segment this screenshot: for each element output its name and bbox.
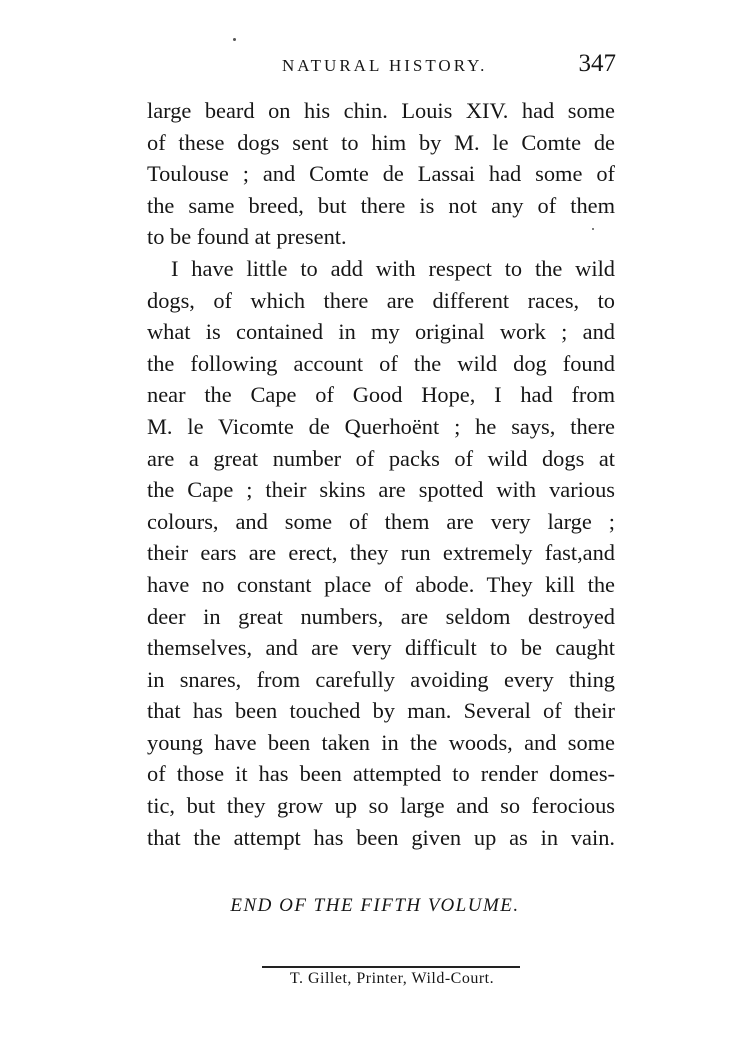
running-title: NATURAL HISTORY. [282,56,488,75]
imprint-rule [262,966,520,968]
paper-speck [233,38,236,41]
text-line: themselves, and are very difficult to be caught [147,635,615,661]
text-line: their ears are erect, they run extremely fast,and [147,540,615,566]
text-line: what is contained in my original work ; and [147,319,615,345]
text-line: M. le Vicomte de Querhoënt ; he says, there [147,413,615,439]
text-line: near the Cape of Good Hope, I had from [147,382,615,408]
text-line: the Cape ; their skins are spotted with various [147,477,615,503]
paragraph-start-line: I have little to add with respect to the wild [171,255,615,281]
text-line: colours, and some of them are very large ; [147,508,615,534]
text-line: dogs, of which there are different races, to [147,287,615,313]
text-line: the same breed, but there is not any of them [147,192,615,218]
text-line: in snares, from carefully avoiding every thing [147,666,615,692]
text-line: are a great number of packs of wild dogs at [147,445,615,471]
text-line: that the attempt has been given up as in vain. [147,824,615,850]
body-text [147,95,615,853]
page-number: 347 [578,50,616,77]
text-line: young have been taken in the woods, and some [147,729,615,755]
text-line: that has been touched by man. Several of their [147,698,615,724]
text-line: the following account of the wild dog found [147,350,615,376]
text-line: Toulouse ; and Comte de Lassai had some of [147,161,615,187]
end-of-volume-note: END OF THE FIFTH VOLUME. [230,895,520,916]
text-line: tic, but they grow up so large and so ferocious [147,793,615,819]
text-line: deer in great numbers, are seldom destroyed [147,603,615,629]
text-line: large beard on his chin. Louis XIV. had some [147,98,615,123]
running-head [150,50,616,82]
text-line: have no constant place of abode. They kill the [147,571,615,597]
text-line: of these dogs sent to him by M. le Comte de [147,129,615,155]
text-line: to be found at present. [147,224,347,250]
paper-speck [592,228,594,230]
printer-imprint: T. Gillet, Printer, Wild-Court. [289,970,495,987]
text-line: of those it has been attempted to render domes- [147,761,615,787]
